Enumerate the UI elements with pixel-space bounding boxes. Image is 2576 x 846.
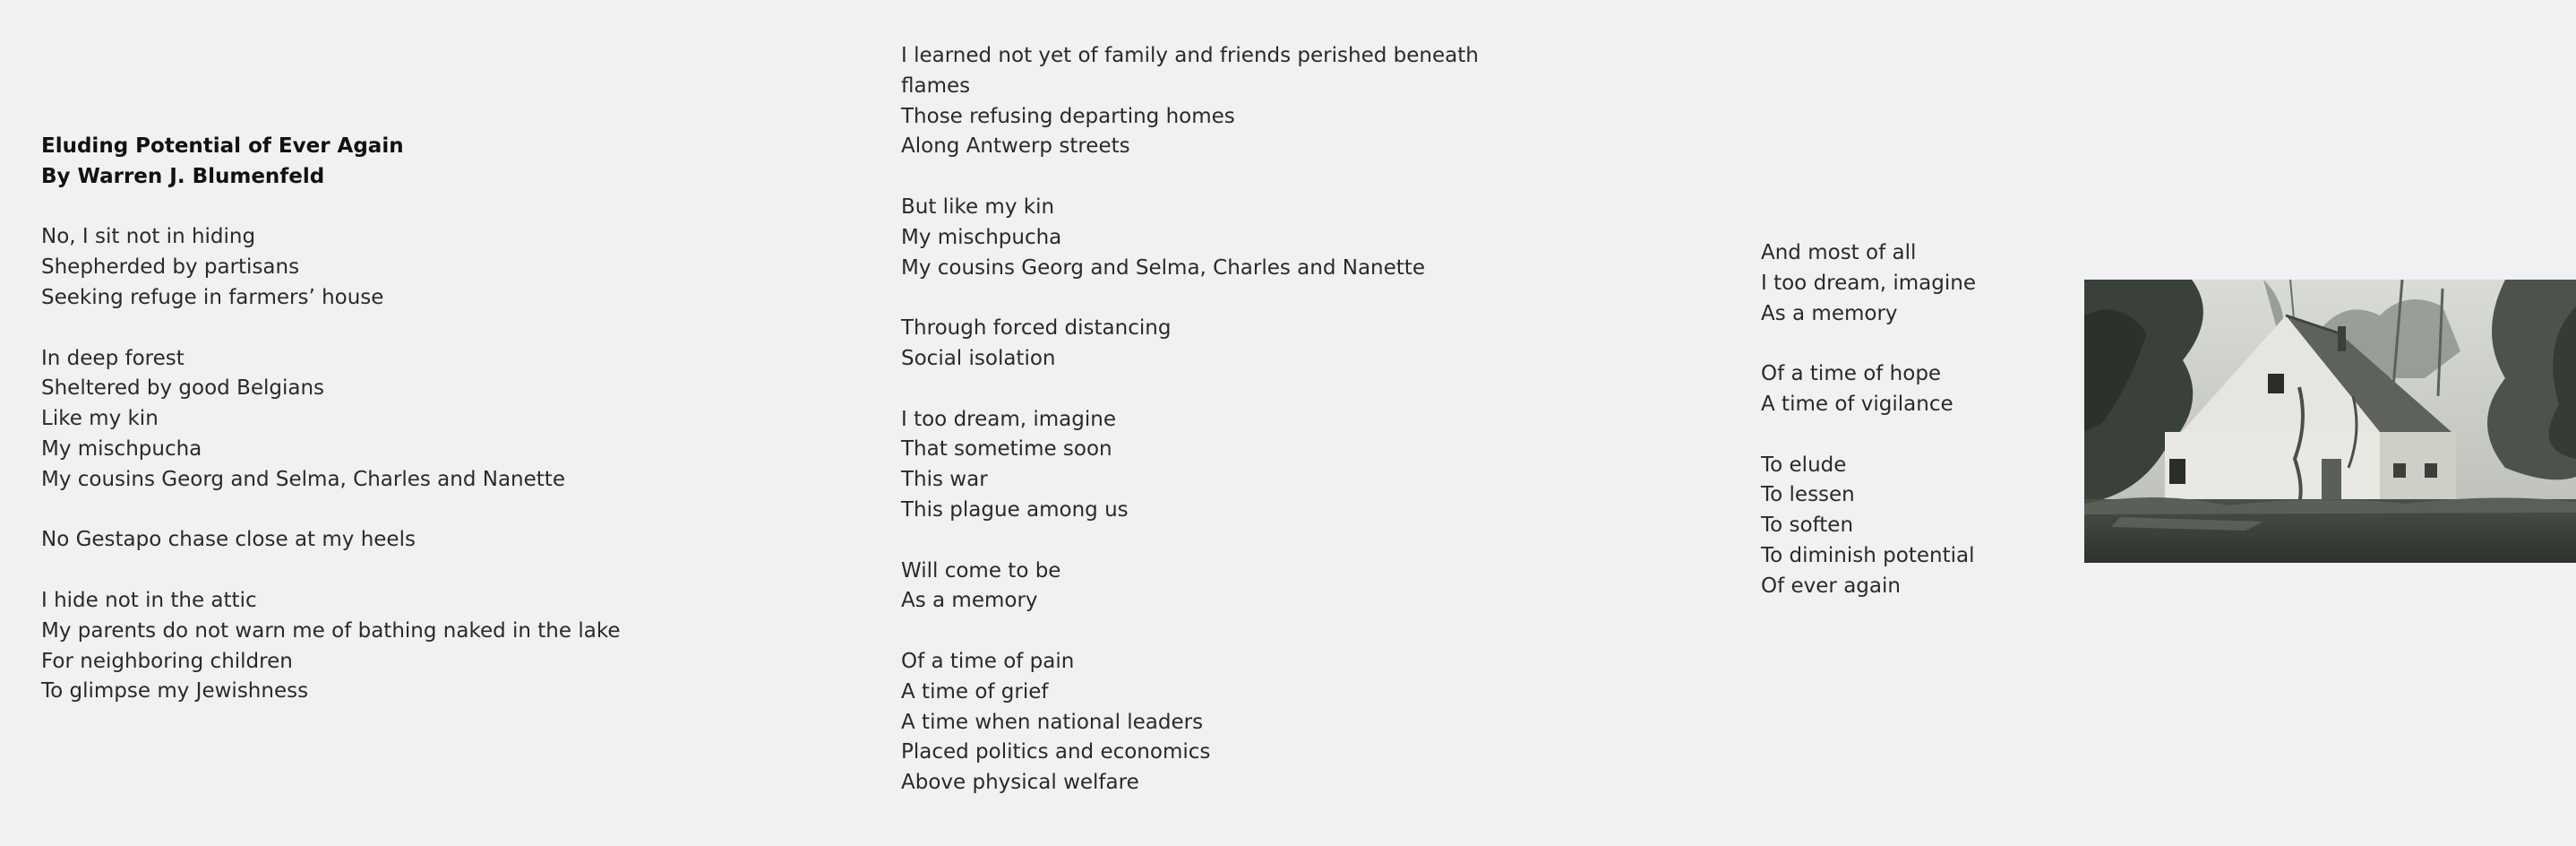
stanza-gap [901,162,1479,193]
poem-line: Of a time of hope [1761,362,1942,386]
poem-line: My mischpucha [901,225,1062,249]
poem-lines [41,222,620,707]
poem-line: A time when national leaders [901,710,1204,734]
stanza-gap [41,193,620,223]
poem-line: That sometime soon [901,437,1112,462]
poem-line: Those refusing departing homes [901,104,1235,128]
poem-line: As a memory [1761,301,1898,325]
poem-column-1 [41,132,620,707]
farmhouse-photo [2084,280,2576,563]
poem-line: I learned not yet of family and friends perished beneath [901,44,1479,67]
poem-line: Of ever again [1761,574,1901,598]
poem-line: To diminish potential [1761,543,1975,567]
poem-line: And most of all [1761,241,1917,264]
poem-line: Through forced distancing [901,316,1172,341]
stanza-gap [1761,420,1976,451]
poem-lines [901,41,1479,799]
poem-line: Placed politics and economics [901,740,1211,764]
poem-line: My mischpucha [41,436,202,461]
poem-line: To glimpse my Jewishness [41,679,309,704]
stanza-gap [901,283,1479,314]
poem-column-3 [1761,238,1976,602]
poem-line: Like my kin [41,407,159,431]
poem-line: In deep forest [41,346,185,370]
poem-line: Along Antwerp streets [901,134,1130,159]
poem-line: Will come to be [901,558,1061,583]
stanza-gap [41,556,620,586]
poem-line: I hide not in the attic [41,588,257,612]
stanza-gap [901,375,1479,405]
poem-line: My cousins Georg and Selma, Charles and Nanette [901,255,1425,280]
poem-line: Social isolation [901,346,1056,370]
poem-line: Above physical welfare [901,771,1139,795]
poem-line: Shepherded by partisans [41,255,300,280]
poem-line: As a memory [901,589,1038,613]
poem-line: To soften [1761,514,1854,538]
poem-column-2 [901,41,1479,799]
poem-line: A time of vigilance [1761,392,1953,416]
poem-line: A time of grief [901,679,1049,704]
poem-line: I too dream, imagine [1761,271,1976,295]
poem-author: By Warren J. Blumenfeld [41,164,325,188]
poem-line: To lessen [1761,483,1855,507]
stanza-gap [1761,329,1976,359]
poem-line: This plague among us [901,497,1129,522]
poem-line: This war [901,468,988,492]
poem-line: No Gestapo chase close at my heels [41,528,416,552]
poem-line: My cousins Georg and Selma, Charles and Nanette [41,467,565,491]
poem-line: For neighboring children [41,649,293,673]
poem-line: My parents do not warn me of bathing naked in the lake [41,618,621,643]
poem-lines [1761,238,1976,602]
poem-line: No, I sit not in hiding [41,225,256,249]
poem-line: Of a time of pain [901,649,1075,673]
poem-line: But like my kin [901,194,1055,219]
poem-line: Sheltered by good Belgians [41,376,325,401]
stanza-gap [901,617,1479,647]
poem-line: I too dream, imagine [901,407,1116,431]
poem-line: Seeking refuge in farmers’ house [41,285,384,309]
stanza-gap [41,496,620,526]
stanza-gap [901,526,1479,557]
poem-title: Eluding Potential of Ever Again [41,134,404,158]
stanza-gap [41,314,620,344]
poem-line: flames [901,73,971,98]
poem-line: To elude [1761,453,1847,477]
